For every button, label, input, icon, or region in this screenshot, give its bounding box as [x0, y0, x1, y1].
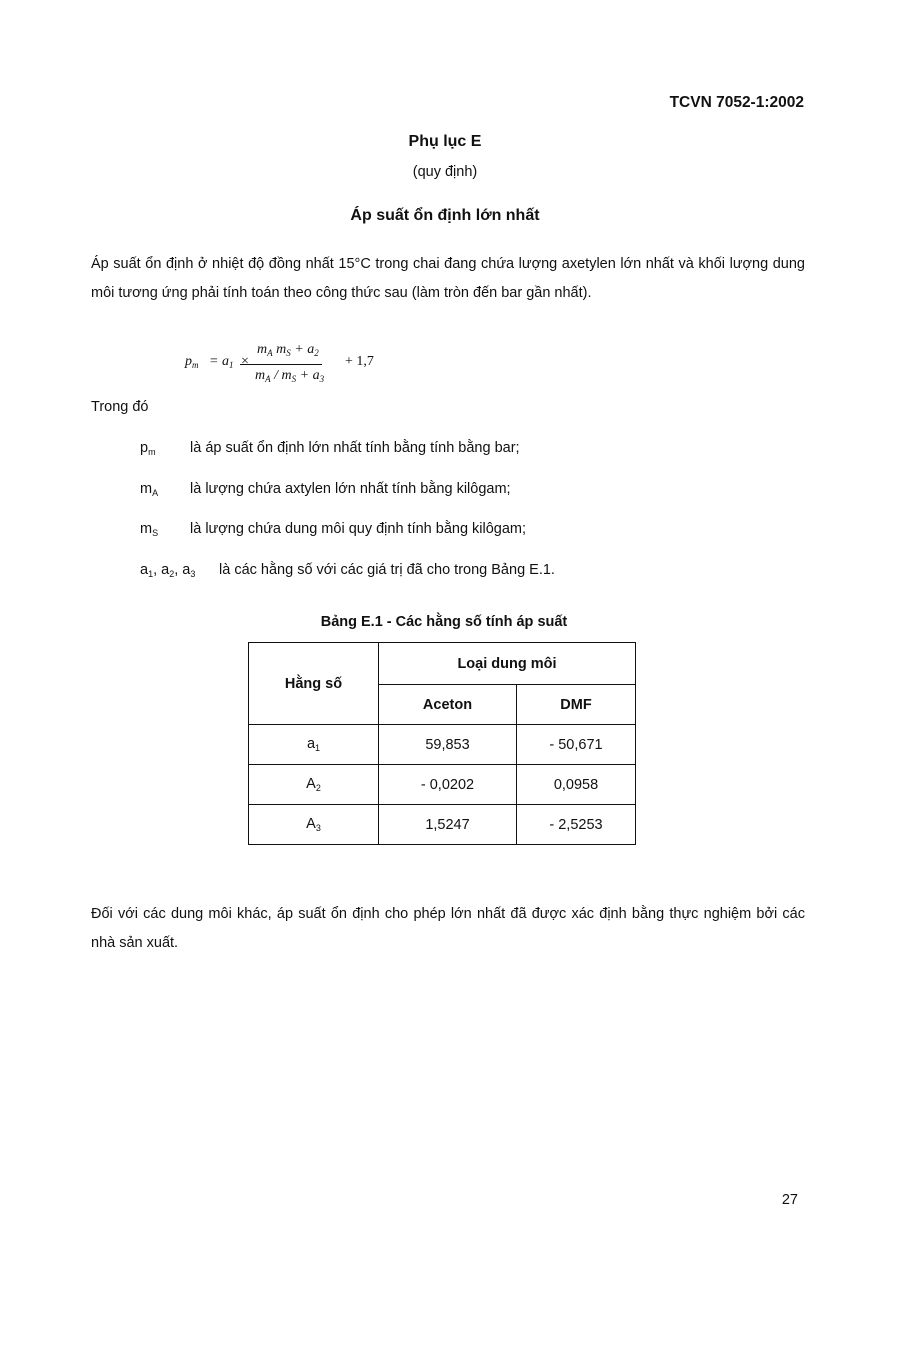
section-title: Áp suất ổn định lớn nhất — [350, 207, 540, 224]
table-row — [249, 765, 636, 805]
where-label: Trong đó — [91, 399, 149, 415]
cell-dmf: - 50,671 — [517, 725, 636, 765]
cell-aceton: 1,5247 — [379, 805, 517, 845]
header-solvent-type: Loại dung môi — [379, 643, 636, 685]
row-constant: $a_1$ — [249, 725, 379, 765]
page-number: 27 — [781, 1192, 798, 1208]
header-constant: Hằng số — [249, 643, 379, 725]
appendix-subtitle: (quy định) — [412, 164, 478, 180]
intro-paragraph: Áp suất ổn định ở nhiệt độ đồng nhất 15°C trong chai đang chứa lượng axetylen lớn nhất và khối lượng dung môi tương ứng phải tính toán theo công thức sau (làm tròn đến bar gần nhất). — [91, 256, 805, 301]
closing-paragraph: Đối với các dung môi khác, áp suất ổn định cho phép lớn nhất đã được xác định bằng thực nghiệm bởi các nhà sản xuất. — [91, 906, 805, 951]
pressure-formula — [185, 338, 405, 396]
appendix-title: Phụ lục E — [408, 133, 482, 150]
formula-lhs: $p_m$ — [185, 354, 199, 370]
formula-times: × — [241, 354, 249, 369]
cell-dmf: - 2,5253 — [517, 805, 636, 845]
formula-numerator: $m_A$ $m_S + a_2$ — [257, 342, 319, 358]
cell-dmf: 0,0958 — [517, 765, 636, 805]
table-caption: Bảng E.1 - Các hằng số tính áp suất — [320, 614, 568, 630]
cell-aceton: 59,853 — [379, 725, 517, 765]
row-constant: $A_2$ — [249, 765, 379, 805]
standard-code: TCVN 7052-1:2002 — [669, 94, 804, 111]
formula-a1: = $a_1$ — [209, 354, 234, 370]
formula-tail: + 1,7 — [345, 354, 374, 369]
formula-denominator: $m_A / m_S + a_3$ — [255, 368, 325, 384]
table-row — [249, 725, 636, 765]
fraction-bar — [240, 364, 322, 365]
row-constant: $A_3$ — [249, 805, 379, 845]
cell-aceton: - 0,0202 — [379, 765, 517, 805]
header-aceton: Aceton — [379, 685, 517, 725]
constants-table — [248, 642, 636, 845]
header-dmf: DMF — [517, 685, 636, 725]
table-row — [249, 805, 636, 845]
